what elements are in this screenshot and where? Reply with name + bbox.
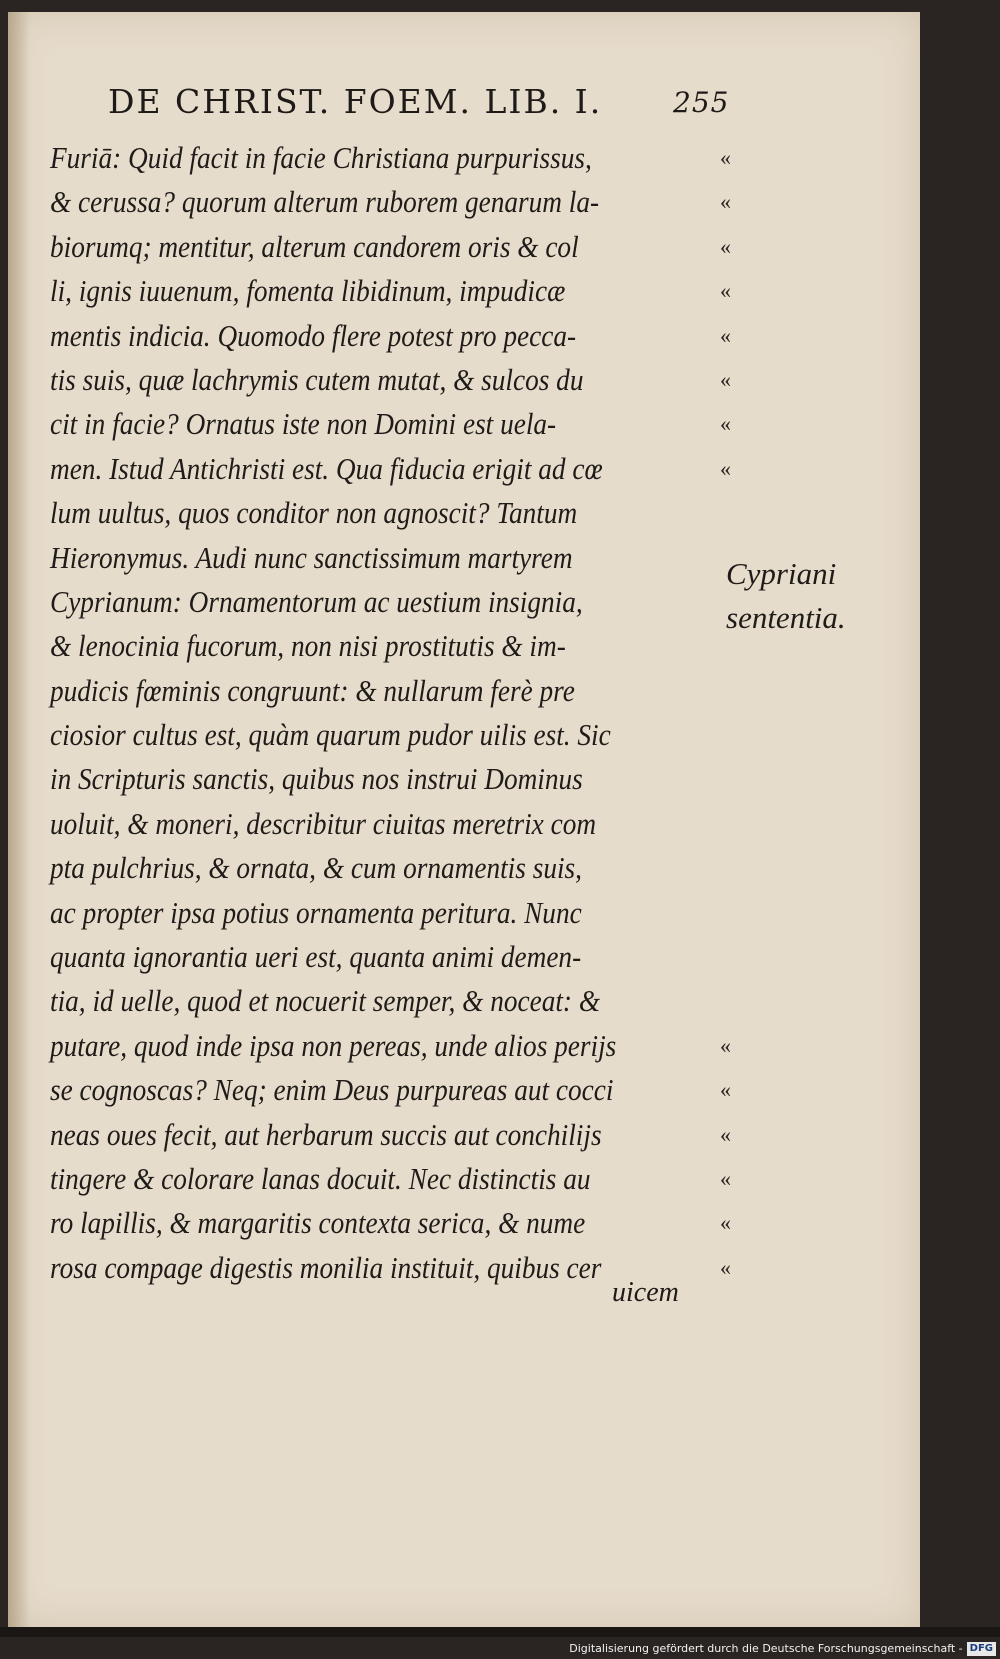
- credit-text: Digitalisierung gefördert durch die Deutsche Forschungsgemeinschaft -: [569, 1642, 963, 1655]
- text-line-content: men. Istud Antichristi est. Qua fiducia erigit ad cœ: [50, 450, 603, 486]
- text-line: [50, 491, 700, 535]
- dfg-logo: DFG: [967, 1642, 996, 1656]
- catchword: uicem: [612, 1277, 679, 1308]
- quotation-mark: «: [720, 189, 731, 215]
- text-line: [50, 713, 700, 757]
- text-line: [50, 358, 731, 402]
- text-line-content: mentis indicia. Quomodo flere potest pro pecca-: [50, 317, 577, 353]
- text-line: [50, 180, 731, 224]
- quotation-mark: «: [720, 233, 731, 259]
- body-text: [50, 136, 731, 1290]
- text-line-content: lum uultus, quos conditor non agnoscit? Tantum: [50, 495, 578, 531]
- running-header: [108, 82, 730, 121]
- text-line: [50, 314, 731, 358]
- quotation-mark: «: [720, 455, 731, 481]
- scan-bottom-band: [0, 1627, 1000, 1637]
- text-line: [50, 225, 731, 269]
- text-line: [50, 269, 731, 313]
- text-line: [50, 624, 700, 668]
- quotation-mark: «: [720, 366, 731, 392]
- quotation-mark: «: [720, 1210, 731, 1236]
- quotation-mark: «: [720, 322, 731, 348]
- text-line-content: cit in facie? Ornatus iste non Domini est uela-: [50, 406, 557, 442]
- text-line-content: putare, quod inde ipsa non pereas, unde alios perijs: [50, 1027, 617, 1063]
- quotation-mark: «: [720, 1032, 731, 1058]
- quotation-mark: «: [720, 278, 731, 304]
- page-gutter-shadow: [8, 12, 30, 1627]
- text-line: [50, 536, 700, 580]
- text-line: [50, 580, 700, 624]
- text-line: [50, 979, 700, 1023]
- text-line: [50, 1068, 731, 1112]
- text-line-content: biorumq; mentitur, alterum candorem oris & col: [50, 228, 579, 264]
- text-line-content: Cyprianum: Ornamentorum ac uestium insignia,: [50, 583, 583, 619]
- text-line: [50, 1201, 731, 1245]
- quotation-mark: «: [720, 145, 731, 170]
- text-line-content: & lenocinia fucorum, non nisi prostitutis & im-: [50, 628, 566, 664]
- quotation-mark: «: [720, 411, 731, 437]
- text-line-content: pudicis fœminis congruunt: & nullarum ferè pre: [50, 672, 575, 708]
- text-line: [50, 669, 700, 713]
- text-line-content: se cognoscas? Neq; enim Deus purpureas aut cocci: [50, 1072, 614, 1108]
- text-line: [50, 935, 700, 979]
- text-line: [50, 1246, 731, 1290]
- text-line-content: tingere & colorare lanas docuit. Nec distinctis au: [50, 1160, 591, 1196]
- text-line-content: tia, id uelle, quod et nocuerit semper, & noceat: &: [50, 983, 601, 1019]
- quotation-mark: «: [720, 1121, 731, 1147]
- text-line-content: tis suis, quæ lachrymis cutem mutat, & sulcos du: [50, 361, 584, 397]
- quotation-mark: «: [720, 1077, 731, 1103]
- page-number: 255: [673, 86, 730, 119]
- text-line: [50, 802, 700, 846]
- text-line-content: & cerussa? quorum alterum ruborem genarum la-: [50, 184, 600, 220]
- text-line: [50, 1157, 731, 1201]
- text-line-content: neas oues fecit, aut herbarum succis aut conchilijs: [50, 1116, 602, 1152]
- margin-note: [726, 552, 846, 640]
- running-title: DE CHRIST. FOEM. LIB. I.: [108, 82, 603, 121]
- text-line-content: ro lapillis, & margaritis contexta serica, & nume: [50, 1205, 586, 1241]
- digitization-credit: [569, 1639, 996, 1659]
- margin-note-line: Cypriani: [726, 556, 837, 591]
- text-line: [50, 136, 731, 180]
- margin-note-line: sententia.: [726, 600, 846, 635]
- text-line: [50, 402, 731, 446]
- text-line-content: li, ignis iuuenum, fomenta libidinum, impudicæ: [50, 273, 566, 309]
- text-line-content: quanta ignorantia ueri est, quanta animi demen-: [50, 939, 582, 975]
- text-line-content: rosa compage digestis monilia instituit, quibus cer: [50, 1249, 602, 1285]
- text-line-content: uoluit, & moneri, describitur ciuitas meretrix com: [50, 805, 597, 841]
- text-line: [50, 1024, 731, 1068]
- text-line: [50, 891, 700, 935]
- quotation-mark: «: [720, 1165, 731, 1191]
- text-line: [50, 757, 700, 801]
- text-line-content: in Scripturis sanctis, quibus nos instrui Dominus: [50, 761, 583, 797]
- text-line-content: Furiā: Quid facit in facie Christiana purpurissus,: [50, 140, 592, 175]
- text-line: [50, 846, 700, 890]
- text-line: [50, 1113, 731, 1157]
- text-line-content: Hieronymus. Audi nunc sanctissimum martyrem: [50, 539, 573, 575]
- text-line-content: pta pulchrius, & ornata, & cum ornamentis suis,: [50, 850, 582, 886]
- text-line-content: ac propter ipsa potius ornamenta peritura. Nunc: [50, 894, 582, 930]
- text-line: [50, 447, 731, 491]
- quotation-mark: «: [720, 1254, 731, 1280]
- text-line-content: ciosior cultus est, quàm quarum pudor uilis est. Sic: [50, 717, 611, 753]
